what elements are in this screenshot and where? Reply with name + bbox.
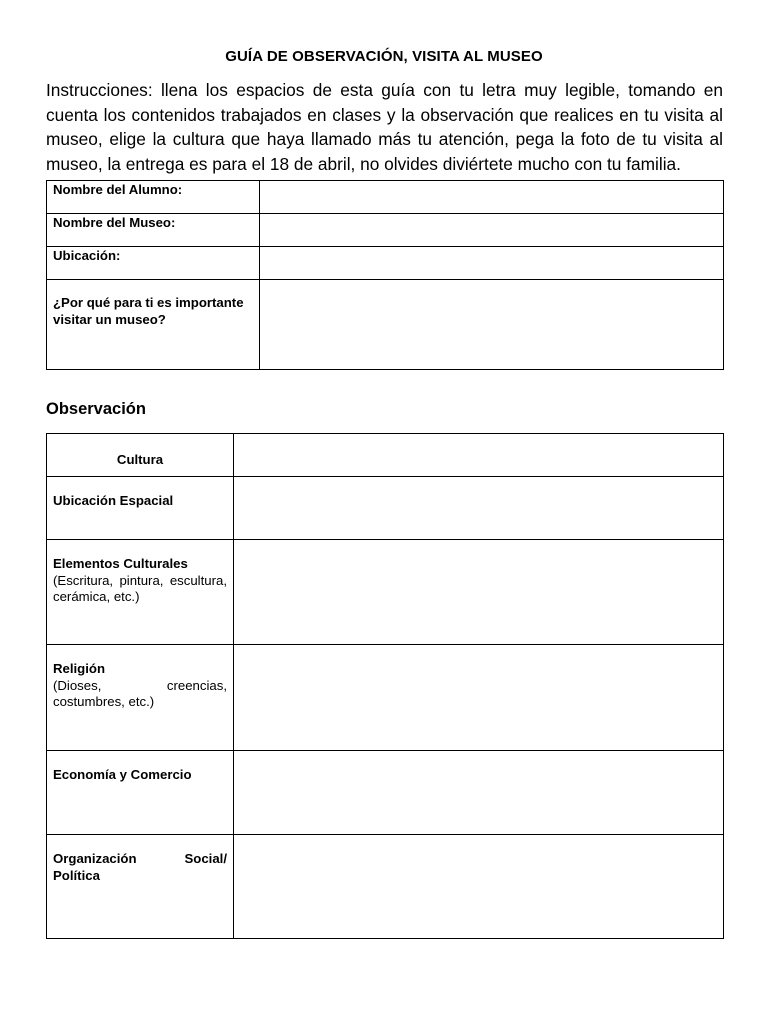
museum-name-field[interactable] — [260, 214, 724, 247]
table-row — [47, 181, 724, 214]
table-row — [47, 645, 724, 751]
culture-field[interactable] — [234, 434, 724, 477]
table-row — [47, 540, 724, 645]
social-organization-field[interactable] — [234, 835, 724, 939]
table-row — [47, 835, 724, 939]
table-row — [47, 214, 724, 247]
table-row — [47, 280, 724, 370]
cultural-elements-label-cell — [47, 540, 234, 645]
table-row — [47, 477, 724, 540]
importance-answer-field[interactable] — [260, 280, 724, 370]
economy-label-cell — [47, 751, 234, 835]
table-row — [47, 434, 724, 477]
observation-heading: Observación — [46, 400, 146, 418]
table-row — [47, 751, 724, 835]
student-name-label: Nombre del Alumno: — [47, 181, 260, 214]
museum-name-label: Nombre del Museo: — [47, 214, 260, 247]
cultural-elements-label: Elementos Culturales — [53, 556, 188, 571]
social-organization-label-cell — [47, 835, 234, 939]
table-row — [47, 247, 724, 280]
instructions-paragraph: Instrucciones: llena los espacios de esta guía con tu letra muy legible, tomando en cuenta los contenidos trabajados en clases y la observación que realices en tu visita al museo, elige la cultura que haya llamado más tu atención, pega la foto de tu visita al museo, la entrega es para el 18 de abril, no olvides diviértete mucho con tu familia. — [46, 80, 723, 174]
religion-label-cell — [47, 645, 234, 751]
economy-field[interactable] — [234, 751, 724, 835]
observation-table — [46, 433, 724, 939]
economy-label: Economía y Comercio — [53, 767, 192, 782]
location-field[interactable] — [260, 247, 724, 280]
importance-question-label: ¿Por qué para ti es importante visitar un museo? — [47, 280, 260, 370]
culture-label: Cultura — [47, 434, 234, 477]
spatial-location-field[interactable] — [234, 477, 724, 540]
cultural-elements-field[interactable] — [234, 540, 724, 645]
social-organization-label: Organización Social/ Política — [53, 851, 227, 883]
cultural-elements-detail: (Escritura, pintura, escultura, cerámica, etc.) — [53, 572, 227, 604]
religion-detail: (Dioses, creencias, costumbres, etc.) — [53, 677, 227, 709]
student-info-table — [46, 180, 724, 370]
student-name-field[interactable] — [260, 181, 724, 214]
page-title: GUÍA DE OBSERVACIÓN, VISITA AL MUSEO — [225, 48, 543, 65]
spatial-location-label-cell — [47, 477, 234, 540]
religion-label: Religión — [53, 661, 106, 676]
spatial-location-label: Ubicación Espacial — [53, 493, 174, 508]
religion-field[interactable] — [234, 645, 724, 751]
location-label: Ubicación: — [47, 247, 260, 280]
